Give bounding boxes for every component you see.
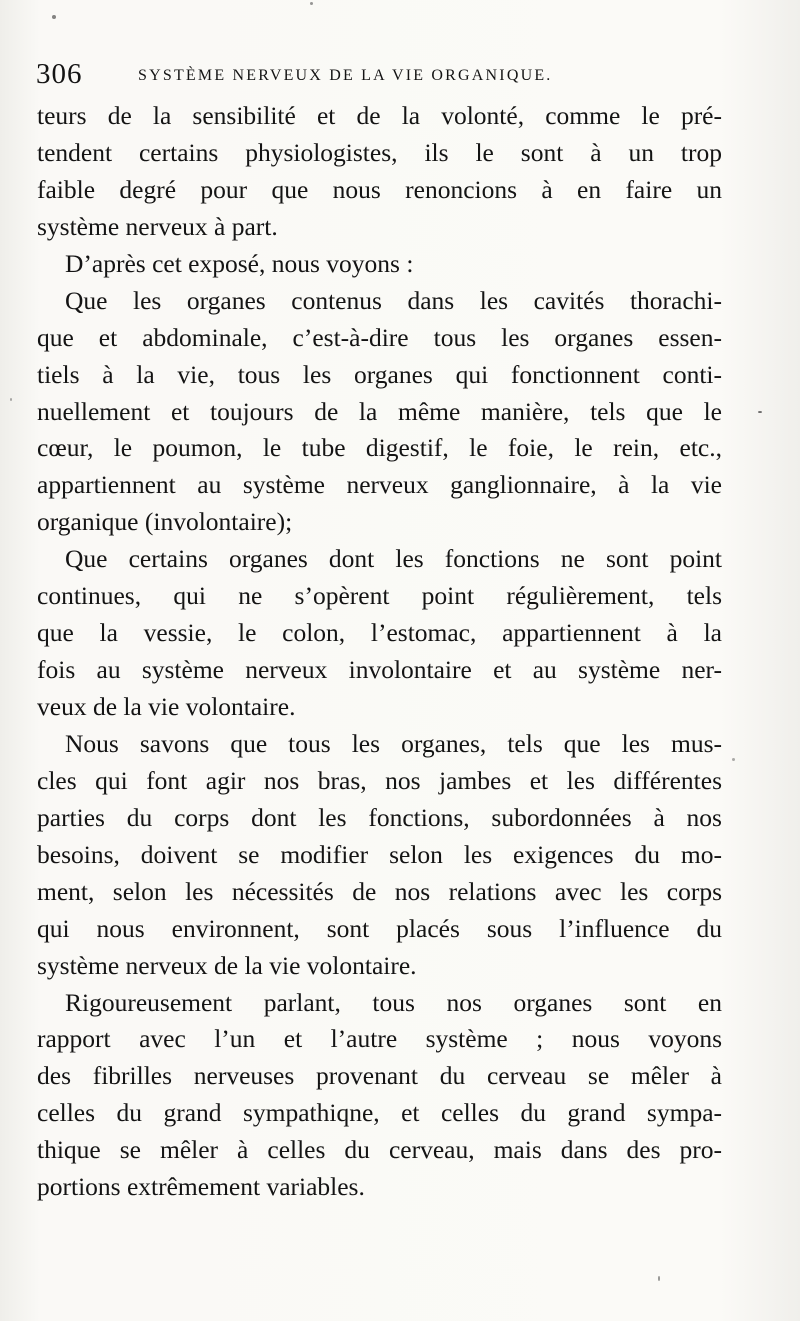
- text-line: continues, qui ne s’opèrent point régulièrement, tels: [37, 581, 722, 611]
- text-line: Nous savons que tous les organes, tels que les mus-: [65, 728, 722, 758]
- text-line: Que certains organes dont les fonctions ne sont point: [65, 544, 722, 574]
- ink-speck: [52, 15, 56, 19]
- ink-speck: [10, 398, 12, 401]
- text-line: Rigoureusement parlant, tous nos organes sont en: [65, 987, 722, 1017]
- text-line: tiels à la vie, tous les organes qui fonctionnent conti-: [37, 359, 722, 389]
- text-line: parties du corps dont les fonctions, subordonnées à nos: [37, 802, 722, 832]
- text-line: cles qui font agir nos bras, nos jambes et les différentes: [37, 765, 722, 795]
- text-line: Que les organes contenus dans les cavités thorachi-: [65, 285, 722, 315]
- text-line: que et abdominale, c’est-à-dire tous les organes essen-: [37, 322, 722, 352]
- text-line: appartiennent au système nerveux ganglionnaire, à la vie: [37, 470, 722, 500]
- text-line: teurs de la sensibilité et de la volonté, comme le pré-: [37, 101, 722, 130]
- ink-speck: [658, 1276, 660, 1281]
- text-line: système nerveux de la vie volontaire.: [37, 950, 417, 980]
- text-line: système nerveux à part.: [37, 211, 278, 241]
- page-number: 306: [36, 58, 83, 90]
- ink-speck: [732, 758, 735, 761]
- page-header: [36, 58, 736, 88]
- text-line: celles du grand sympathiqne, et celles du grand sympa-: [37, 1098, 722, 1128]
- body-text: [37, 98, 722, 1206]
- text-line: D’après cet exposé, nous voyons :: [65, 248, 414, 278]
- ink-speck: [758, 411, 762, 413]
- text-line: tendent certains physiologistes, ils le sont à un trop: [37, 137, 722, 167]
- text-line: rapport avec l’un et l’autre système ; nous voyons: [37, 1024, 722, 1054]
- ink-speck: [310, 2, 313, 5]
- text-line: fois au système nerveux involontaire et au système ner-: [37, 655, 722, 685]
- text-line: cœur, le poumon, le tube digestif, le foie, le rein, etc.,: [37, 433, 722, 463]
- text-line: nuellement et toujours de la même manière, tels que le: [37, 396, 722, 426]
- text-line: qui nous environnent, sont placés sous l’influence du: [37, 913, 722, 943]
- text-line: faible degré pour que nous renoncions à en faire un: [37, 174, 722, 204]
- running-head: SYSTÈME NERVEUX DE LA VIE ORGANIQUE.: [138, 67, 553, 84]
- text-line: des fibrilles nerveuses provenant du cerveau se mêler à: [37, 1061, 722, 1091]
- text-line: portions extrêmement variables.: [37, 1172, 365, 1202]
- text-line: ment, selon les nécessités de nos relations avec les corps: [37, 876, 722, 906]
- text-line: thique se mêler à celles du cerveau, mais dans des pro-: [37, 1135, 722, 1165]
- text-line: besoins, doivent se modifier selon les exigences du mo-: [37, 839, 722, 869]
- text-line: que la vessie, le colon, l’estomac, appartiennent à la: [37, 618, 722, 648]
- text-line: veux de la vie volontaire.: [37, 692, 296, 721]
- text-line: organique (involontaire);: [37, 507, 293, 537]
